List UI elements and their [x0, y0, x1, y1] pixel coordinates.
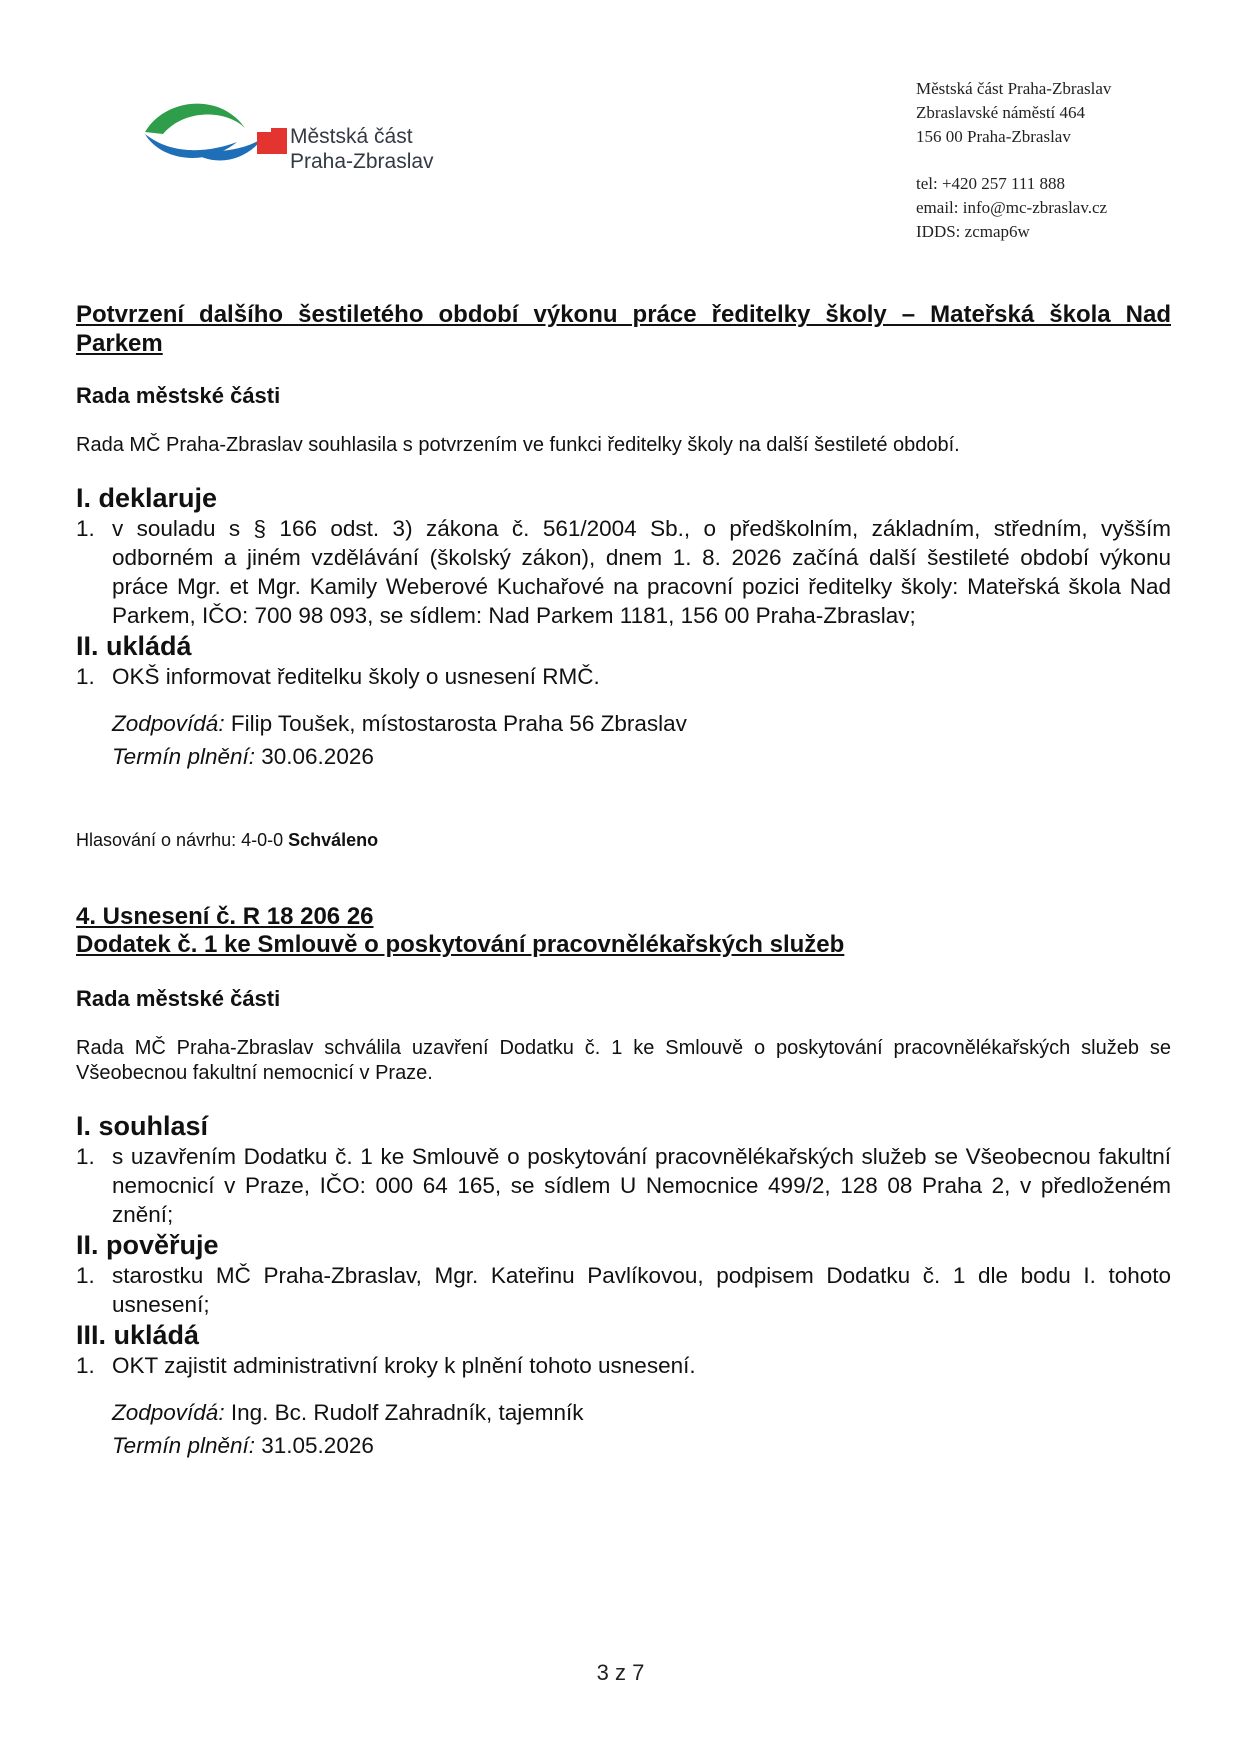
vote-value: : 4-0-0: [231, 830, 289, 850]
vote-result: [76, 829, 1171, 851]
contact-phone: tel: +420 257 111 888: [916, 174, 1066, 193]
item-number: 1.: [76, 1144, 95, 1169]
item-number: 1.: [76, 1353, 95, 1378]
logo-line-1: Městská část: [290, 125, 413, 148]
council-heading: Rada městské části: [76, 383, 281, 408]
vote-status: Schváleno: [288, 830, 379, 850]
address-line: 156 00 Praha-Zbraslav: [916, 127, 1071, 146]
item-text: v souladu s § 166 odst. 3) zákona č. 561/2004 Sb., o předškolním, základním, středním, vyšším odborném a jiném vzdělávání (školský zákon), dnem 1. 8. 2026 začíná další šestileté období výkonu práce Mgr. et Mgr. Kamily Weberové Kuchařové na pracovní pozici ředitelky školy: Mateřská škola Nad Parkem, IČO: 700 98 093, se sídlem: Nad Parkem 1181, 156 00 Praha-Zbraslav;: [112, 516, 1171, 628]
responsible-label: Zodpovídá:: [112, 1400, 225, 1425]
office-address: [916, 77, 1216, 244]
resolution-number: 4. Usnesení č. R 18 206 26: [76, 903, 374, 930]
resolution-title: Potvrzení dalšího šestiletého období výkonu práce ředitelky školy – Mateřská škola Nad Parkem: [76, 301, 1171, 357]
section-heading: I. souhlasí: [76, 1111, 209, 1141]
responsible-value: Filip Toušek, místostarosta Praha 56 Zbraslav: [224, 711, 687, 736]
resolution-intro: Rada MČ Praha-Zbraslav souhlasila s potvrzením ve funkci ředitelky školy na další šestileté období.: [76, 434, 960, 456]
section-heading: II. pověřuje: [76, 1230, 219, 1260]
item-text: starostku MČ Praha-Zbraslav, Mgr. Kateřinu Pavlíkovou, podpisem Dodatku č. 1 dle bodu I. tohoto usnesení;: [112, 1263, 1171, 1317]
responsibility: [112, 707, 1171, 773]
list-item: [76, 662, 1171, 691]
list-item: [76, 1351, 1171, 1380]
resolution-intro: Rada MČ Praha-Zbraslav schválila uzavření Dodatku č. 1 ke Smlouvě o poskytování pracovnělékařských služeb se Všeobecnou fakultní nemocnicí v Praze.: [76, 1037, 1171, 1084]
address-line: Městská část Praha-Zbraslav: [916, 79, 1112, 98]
deadline-value: 31.05.2026: [255, 1433, 374, 1458]
address-line: Zbraslavské náměstí 464: [916, 103, 1086, 122]
council-heading: Rada městské části: [76, 986, 281, 1011]
section-heading: III. ukládá: [76, 1320, 200, 1350]
responsible-value: Ing. Bc. Rudolf Zahradník, tajemník: [224, 1400, 584, 1425]
list-item: [76, 1142, 1171, 1229]
item-text: s uzavřením Dodatku č. 1 ke Smlouvě o poskytování pracovnělékařských služeb se Všeobecnou fakultní nemocnicí v Praze, IČO: 000 64 165, se sídlem U Nemocnice 499/2, 128 08 Praha 2, v předloženém znění;: [112, 1144, 1171, 1227]
responsible-label: Zodpovídá:: [112, 711, 225, 736]
document-content: [76, 300, 1171, 1462]
section-heading: I. deklaruje: [76, 483, 218, 513]
item-text: OKŠ informovat ředitelku školy o usnesení RMČ.: [112, 664, 600, 689]
logo-text: [290, 124, 434, 174]
list-item: [76, 1261, 1171, 1319]
item-text: OKT zajistit administrativní kroky k plnění tohoto usnesení.: [112, 1353, 696, 1378]
page-number: 3 z 7: [596, 1660, 645, 1685]
logo-line-2: Praha-Zbraslav: [290, 150, 434, 173]
section-heading: II. ukládá: [76, 631, 192, 661]
contact-idds: IDDS: zcmap6w: [916, 222, 1030, 241]
resolution-title: Dodatek č. 1 ke Smlouvě o poskytování pracovnělékařských služeb: [76, 931, 845, 958]
responsibility: [112, 1396, 1171, 1462]
contact-email: email: info@mc-zbraslav.cz: [916, 198, 1108, 217]
deadline-value: 30.06.2026: [255, 744, 374, 769]
item-number: 1.: [76, 664, 95, 689]
list-item: [76, 514, 1171, 630]
deadline-label: Termín plnění:: [112, 744, 255, 769]
deadline-label: Termín plnění:: [112, 1433, 255, 1458]
vote-label: Hlasování o návrhu: [76, 830, 232, 850]
item-number: 1.: [76, 1263, 95, 1288]
item-number: 1.: [76, 516, 95, 541]
